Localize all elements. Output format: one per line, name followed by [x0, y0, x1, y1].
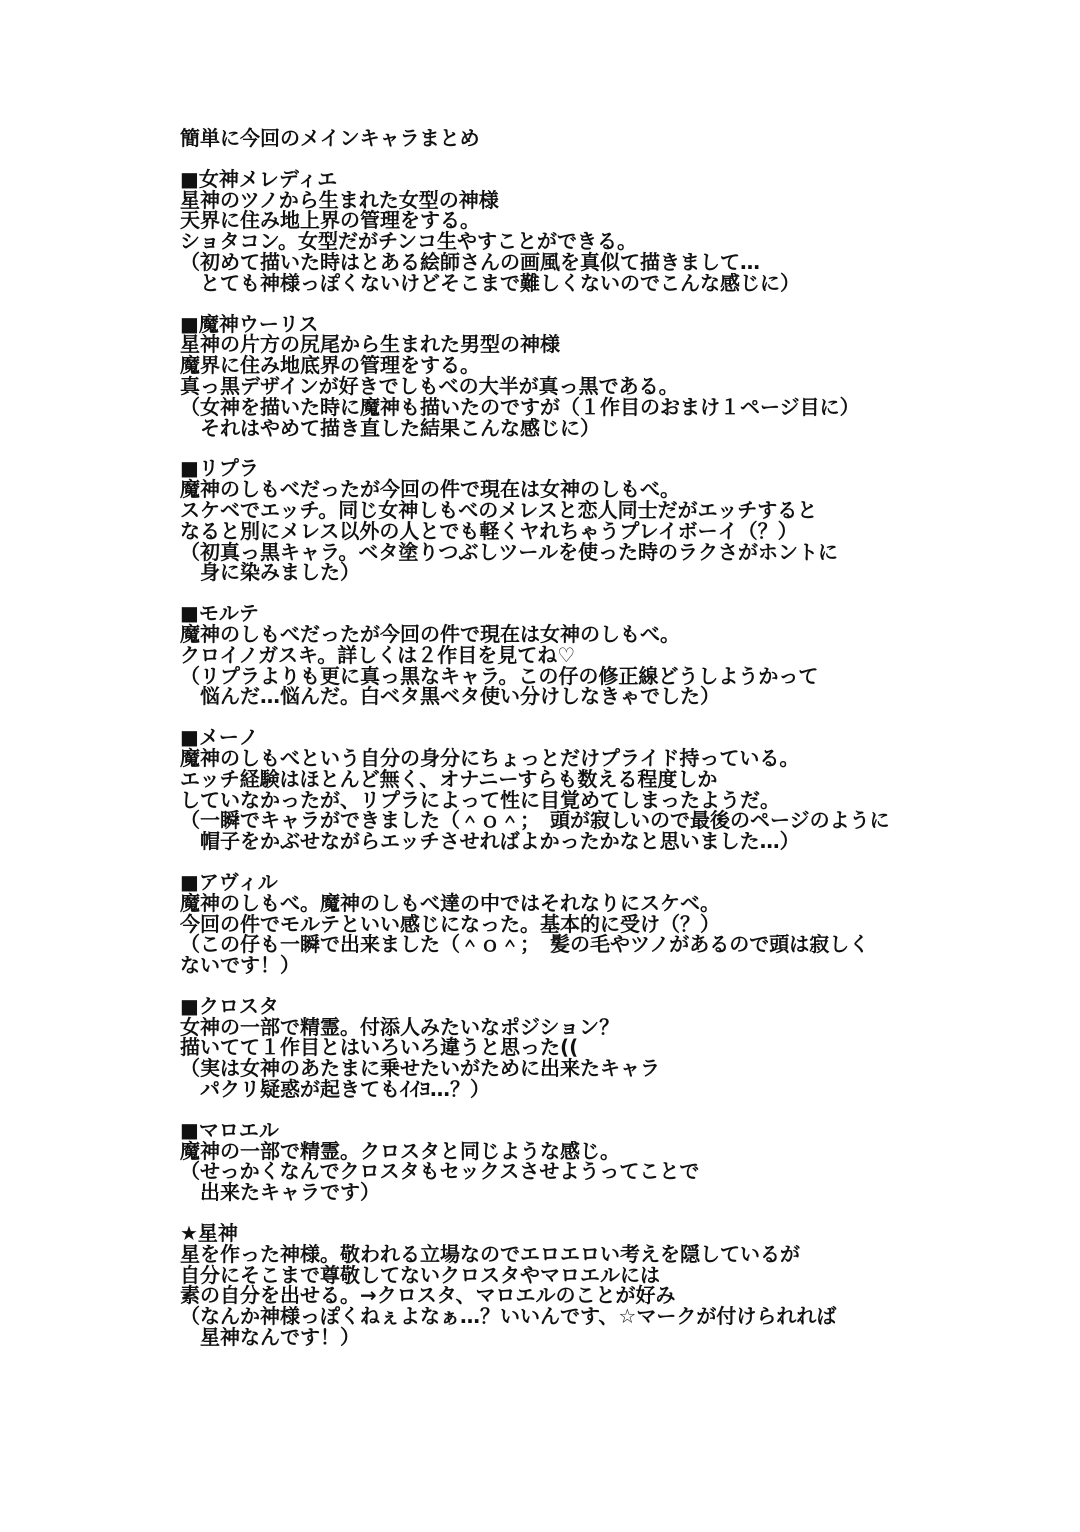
section-heading: ■メーノ [180, 725, 259, 750]
page-title: 簡単に今回のメインキャラまとめ [180, 126, 480, 150]
section-line: （初めて描いた時はとある絵師さんの画風を真似て描きまして… [180, 249, 760, 274]
section-line: （せっかくなんでクロスタもセックスさせようってことで [180, 1159, 700, 1184]
section-line: （女神を描いた時に魔神も描いたのですが（１作目のおまけ１ページ目に） [180, 394, 860, 419]
character-section [180, 458, 1060, 583]
section-line: （一瞬でキャラができました（＾ｏ＾； 頭が寂しいので最後のページのように [180, 808, 890, 833]
section-heading: ■モルテ [180, 601, 259, 626]
character-section [180, 993, 1060, 1102]
section-line: 星神のツノから生まれた女型の神様 [180, 187, 499, 212]
character-summary-page [180, 128, 1060, 1368]
section-line: クロイノガスキ。詳しくは２作目を見てね♡ [180, 642, 576, 667]
section-line: ないです！） [180, 953, 300, 978]
section-line: 魔神のしもべ。魔神のしもべ達の中ではそれなりにスケベ。 [180, 890, 720, 915]
character-section [180, 1223, 1060, 1348]
section-line: 真っ黒デザインが好きでしもべの大半が真っ黒である。 [180, 373, 679, 398]
section-line: エッチ経験はほとんど無く、オナニーすらも数える程度しか [180, 766, 718, 791]
section-heading: ■魔神ウーリス [180, 311, 319, 336]
section-line: （リプラよりも更に真っ黒なキャラ。この仔の修正線どうしようかって [180, 663, 819, 688]
section-line: 自分にそこまで尊敬してないクロスタやマロエルには [180, 1262, 660, 1287]
section-line: （初真っ黒キャラ。ベタ塗りつぶしツールを使った時のラクさがホントに [180, 539, 838, 564]
character-section [180, 869, 1060, 978]
section-heading: ■マロエル [180, 1117, 279, 1142]
section-heading: ★星神 [180, 1221, 238, 1246]
character-section [180, 727, 1060, 852]
character-section [180, 311, 1060, 440]
section-line: 帽子をかぶせながらエッチさせればよかったかなと思いました…） [180, 829, 800, 854]
section-line: 悩んだ…悩んだ。白ベタ黒ベタ使い分けしなきゃでした） [180, 684, 720, 709]
section-line: 描いてて１作目とはいろいろ違うと思った(( [180, 1035, 579, 1060]
section-line: 魔神のしもべだったが今回の件で現在は女神のしもべ。 [180, 621, 680, 646]
section-heading: ■女神メレディエ [180, 166, 338, 191]
section-line: 出来たキャラです） [180, 1180, 380, 1205]
section-line: 魔神のしもべという自分の身分にちょっとだけプライド持っている。 [180, 745, 800, 770]
section-line: とても神様っぽくないけどそこまで難しくないのでこんな感じに） [180, 270, 800, 295]
section-line: 今回の件でモルテといい感じになった。基本的に受け（？） [180, 911, 720, 936]
section-line: 星神なんです！） [180, 1325, 360, 1350]
section-line: 星を作った神様。敬われる立場なのでエロエロい考えを隠しているが [180, 1241, 800, 1266]
section-line: 星神の片方の尻尾から生まれた男型の神様 [180, 332, 560, 357]
character-section [180, 1117, 1060, 1205]
section-line: なると別にメレス以外の人とでも軽くヤれちゃうプレイボーイ（？） [180, 518, 798, 543]
character-section [180, 166, 1060, 295]
section-line: （なんか神様っぽくねぇよなぁ…？いいんです、☆マークが付けられれば [180, 1304, 837, 1329]
section-line: （実は女神のあたまに乗せたいがために出来たキャラ [180, 1056, 660, 1081]
section-line: 素の自分を出せる。→クロスタ、マロエルのことが好み [180, 1283, 676, 1308]
section-line: していなかったが、リプラによって性に目覚めてしまったようだ。 [180, 787, 780, 812]
section-line: ショタコン。女型だがチンコ生やすことができる。 [180, 229, 637, 254]
section-heading: ■リプラ [180, 456, 259, 481]
section-line: 身に染みました） [180, 560, 360, 585]
section-heading: ■クロスタ [180, 993, 279, 1018]
section-line: 魔界に住み地底界の管理をする。 [180, 353, 480, 378]
section-line: （この仔も一瞬で出来ました（＾ｏ＾； 髪の毛やツノがあるので頭は寂しく [180, 932, 870, 957]
section-line: スケベでエッチ。同じ女神しもべのメレスと恋人同士だがエッチすると [180, 497, 818, 522]
section-line: 女神の一部で精霊。付添人みたいなポジション？ [180, 1014, 620, 1039]
character-section [180, 603, 1060, 707]
section-line: 魔神の一部で精霊。クロスタと同じような感じ。 [180, 1138, 620, 1163]
section-line: 天界に住み地上界の管理をする。 [180, 208, 480, 233]
section-heading: ■アヴィル [180, 869, 278, 894]
character-sections [180, 166, 1060, 1350]
section-line: 魔神のしもべだったが今回の件で現在は女神のしもべ。 [180, 477, 680, 502]
section-line: パクリ疑惑が起きてもｲｲﾖ…？） [180, 1077, 490, 1102]
section-line: それはやめて描き直した結果こんな感じに） [180, 415, 600, 440]
